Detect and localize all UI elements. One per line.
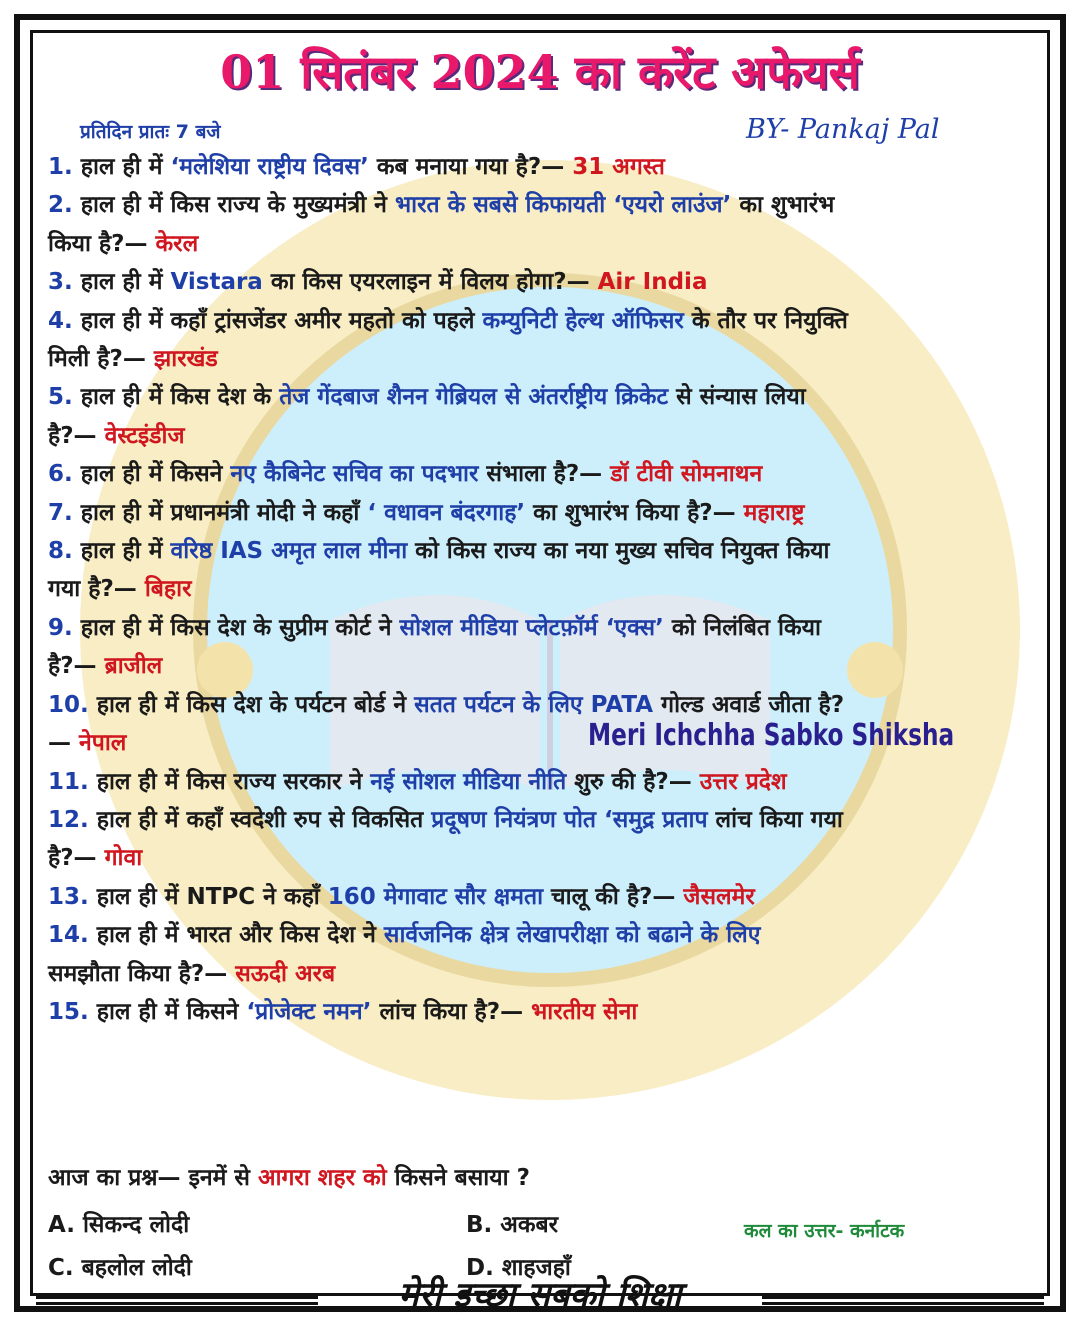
question-text: हाल ही में भारत और किस देश ने [96,922,384,949]
question-number: 2. [48,192,73,219]
answer-text: वेस्टइंडीज [104,422,185,449]
question-highlight: ‘प्रोजेक्ट नमन’ [246,998,372,1025]
question-number: 10. [48,691,89,718]
question-text: मिली है?— [48,346,154,373]
question-text: का किस एयरलाइन में विलय होगा?— [262,269,598,296]
question-text: हाल ही में कहाँ ट्रांसजेंडर अमीर महतो को पहले [80,307,483,334]
answer-text: केरल [155,230,199,257]
question-text: कब मनाया गया है?— [368,154,573,180]
question-text: हाल ही में किस राज्य सरकार ने [96,768,371,795]
question-text: गया है?— [48,576,145,603]
question-text: हाल ही में किस देश के सुप्रीम कोर्ट ने [80,614,400,641]
question-line [48,340,1038,378]
question-text: को निलंबित किया [663,614,821,641]
question-text: हाल ही में [80,538,171,565]
question-number: 9. [48,614,73,641]
answer-text: गोवा [104,845,143,872]
author-credit: BY- Pankaj Pal [746,114,940,145]
question-text: हाल ही में किस राज्य के मुख्यमंत्री ने [80,192,395,219]
answer-text: महाराष्ट्र [743,499,805,526]
question-highlight: सतत पर्यटन के लिए PATA [414,691,654,718]
question-line [48,801,1038,839]
question-text: हाल ही में किसने [96,998,247,1025]
question-number: 1. [48,154,73,180]
question-line [48,570,1038,608]
question-highlight: प्रदूषण नियंत्रण पोत ‘समुद्र प्रताप [431,806,708,833]
question-highlight: Vistara [170,269,263,296]
question-text: है?— [48,845,105,872]
question-text: का शुभारंभ किया है?— [525,499,744,526]
question-highlight: ‘ वधावन बंदरगाह’ [367,499,526,526]
question-text: समझौता किया है?— [48,960,236,987]
answer-text: बिहार [144,576,192,603]
question-of-day [48,1160,530,1192]
qod-rest: किसने बसाया ? [386,1165,530,1191]
question-text: हाल ही में किस देश के [80,384,280,411]
question-line [48,532,1038,570]
question-number: 13. [48,883,89,910]
qod-label: आज का प्रश्न— इनमें से [48,1165,258,1191]
question-highlight: सोशल मीडिया प्लेटफ़ॉर्म ‘एक्स’ [399,614,664,641]
question-highlight: तेज गेंदबाज शैनन गेब्रियल से अंतर्राष्ट्रीय क्रिकेट [279,384,669,411]
question-text: हाल ही में किसने [80,461,231,488]
page-title: 01 सितंबर 2024 का करेंट अफेयर्स [220,45,860,99]
daily-time-note: प्रतिदिन प्रातः 7 बजे [80,121,221,143]
question-line [48,993,1038,1031]
question-text: हाल ही में कहाँ स्वदेशी रुप से विकसित [96,806,432,833]
question-highlight: ‘मलेशिया राष्ट्रीय दिवस’ [170,154,369,180]
question-line [48,417,1038,455]
question-highlight: 160 मेगावाट सौर क्षमता [327,883,544,910]
answer-text: उत्तर प्रदेश [699,768,787,795]
question-line [48,763,1038,801]
question-text: को किस राज्य का नया मुख्य सचिव नियुक्त किया [407,538,830,565]
answer-text: डॉ टीवी सोमनाथन [610,461,763,488]
question-line [48,263,1038,301]
question-text: लांच किया है?— [371,998,532,1025]
option-c: C. बहलोल लोदी [48,1255,192,1281]
answer-text: 31 अगस्त [572,154,665,180]
question-text: के तौर पर नियुक्ति [683,307,848,334]
question-highlight: भारत के सबसे किफायती ‘एयरो लाउंज’ [394,192,732,219]
question-line [48,839,1038,877]
question-text: शुरु की है?— [566,768,700,795]
question-highlight: वरिष्ठ IAS अमृत लाल मीना [170,538,408,565]
question-text: हाल ही में [80,154,171,180]
option-d: D. शाहजहाँ [466,1255,571,1281]
question-number: 11. [48,768,89,795]
yesterday-answer: कल का उत्तर- कर्नाटक [744,1220,905,1242]
answer-text: Air India [597,269,708,296]
answer-text: जैसलमेर [683,883,755,910]
question-line [48,378,1038,416]
question-number: 12. [48,806,89,833]
question-text: लांच किया गया [707,806,843,833]
question-highlight: नई सोशल मीडिया नीति [370,768,567,795]
question-number: 3. [48,269,73,296]
question-line [48,609,1038,647]
question-highlight: कम्युनिटी हेल्थ ऑफिसर [482,307,684,334]
question-text: है?— [48,422,105,449]
question-line [48,148,1038,186]
question-text: चालू की है?— [543,883,684,910]
question-line [48,455,1038,493]
question-text: से संन्यास लिया [668,384,806,411]
question-text: हाल ही में किस देश के पर्यटन बोर्ड ने [96,691,415,718]
question-line [48,494,1038,532]
question-text: हाल ही में NTPC ने कहाँ [96,883,328,910]
option-a: A. सिकन्द लोदी [48,1212,190,1238]
question-number: 8. [48,538,73,565]
answer-text: भारतीय सेना [531,998,638,1025]
question-number: 14. [48,922,89,949]
question-line [48,955,1038,993]
questions-list [48,148,1038,1031]
question-highlight: सार्वजनिक क्षेत्र लेखापरीक्षा को बढाने के लिए [383,922,761,949]
question-number: 7. [48,499,73,526]
question-number: 5. [48,384,73,411]
qod-highlight: आगरा शहर को [257,1165,387,1191]
option-b: B. अकबर [466,1212,559,1238]
question-text: गोल्ड अवार्ड जीता है? [653,691,845,718]
brand-watermark-text: Meri Ichchha Sabko Shiksha [588,718,955,753]
answer-text: ब्राजील [104,653,163,680]
question-line [48,647,1038,685]
question-number: 15. [48,998,89,1025]
question-text: किया है?— [48,230,156,257]
question-text: है?— [48,653,105,680]
question-text: हाल ही में प्रधानमंत्री मोदी ने कहाँ [80,499,368,526]
question-text: — [48,730,80,757]
question-line [48,916,1038,954]
question-line [48,186,1038,224]
question-text: का शुभारंभ [731,192,835,219]
answer-text: सऊदी अरब [235,960,336,987]
question-line [48,225,1038,263]
question-line [48,878,1038,916]
question-highlight: नए कैबिनेट सचिव का पदभार [230,461,479,488]
question-text: संभाला है?— [478,461,611,488]
question-number: 6. [48,461,73,488]
answer-text: झारखंड [153,346,218,373]
question-text: हाल ही में [80,269,171,296]
question-line [48,302,1038,340]
answer-text: नेपाल [79,730,127,757]
question-number: 4. [48,307,73,334]
footer-slogan: मेरी इच्छा सबको शिक्षा [398,1275,682,1315]
